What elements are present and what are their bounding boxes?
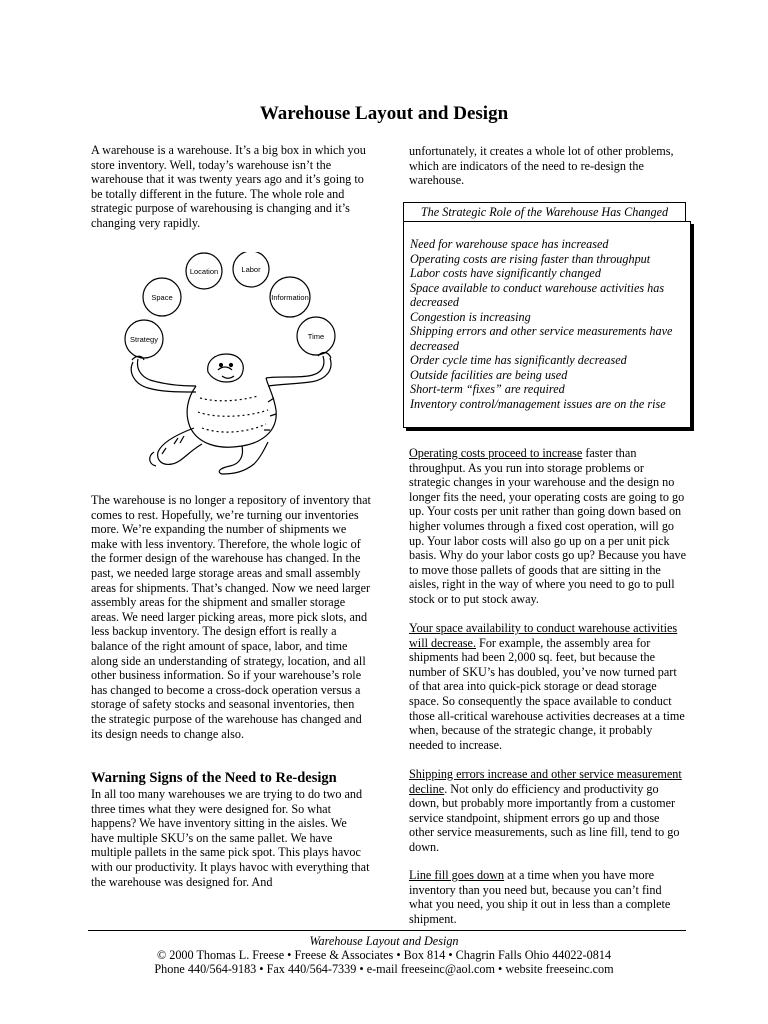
body-paragraph: The warehouse is no longer a repository of inventory that comes to rest. Hopefully, we’re turning our inventories more. We’re expanding the number of shipments we make with less inventory. Therefore, the whole logic of the former design of the warehouse has changed. In the past, we needed large storage areas and small assembly areas for shipments. That’s changed. Now we need larger assembly areas for the shipment and smaller storage areas. We need larger picking areas, more pick slots, and less backup inventory. The design effort is really a balance of the right amount of space, labor, and time along side an understanding of strategy, location, and all other business information. So if your warehouse’s role has changed to become a cross-dock operation versus a storage of safety stocks and seasonal inventories, then the strategic purpose of the warehouse has changed and its design needs to change also.: [91, 493, 371, 741]
warning-sign-item: Congestion is increasing: [410, 309, 531, 324]
footer-contact: Phone 440/564-9183 • Fax 440/564-7339 • e-mail freeseinc@aol.com • website freeseinc.com: [154, 962, 614, 976]
shipping-errors-paragraph: Shipping errors increase and other service measurement decline. Not only do efficiency and productivity go down, but probably more importantly from a customer service standpoint, shipment errors go up and those other service measurements, such as line fill, tend to go down.: [409, 767, 682, 854]
warning-heading: Warning Signs of the Need to Re-design: [91, 770, 337, 786]
strategy-label: Strategy: [130, 335, 158, 344]
time-label: Time: [307, 332, 325, 341]
warning-paragraph: In all too many warehouses we are trying to do two and three times what they were designed for. So what happens? We have inventory sitting in the aisles. We have multiple SKU’s on the same pallet. We have multiple pallets in the same pick spot. This plays havoc with our productivity. It plays havoc with everything that the warehouse was designed for. And: [91, 787, 370, 889]
warning-sign-item: Shipping errors and other service measurements have decreased: [410, 324, 673, 353]
warning-sign-item: Short-term “fixes” are required: [410, 382, 565, 396]
warning-sign-item: Space available to conduct warehouse activities has decreased: [410, 280, 665, 309]
line-fill-paragraph: Line fill goes down at a time when you have more inventory than you need but, because you can’t find what you need, you ship it out in less than a complete shipment.: [409, 868, 671, 926]
space-label: Space: [151, 293, 173, 302]
space-availability-paragraph: Your space availability to conduct warehouse activities will decrease. For example, the assembly area for shipments had been 2,000 sq. feet, but because the number of SKU’s has doubled, you’ve now turned part of that area into quick-pick storage or dead storage space. So consequently the space available to conduct those all-critical warehouse activities decreases at a time when, because of the strategic change, it probably needed to increase.: [409, 621, 685, 752]
warning-signs-box: [403, 221, 691, 428]
intro-paragraph: A warehouse is a warehouse. It’s a big box in which you store inventory. Well, today’s warehouse isn’t the warehouse that it was twenty years ago and it’s going to be totally different in the future. The whole role and strategic purpose of warehousing is changing and it’s changing very rapidly.: [91, 143, 366, 230]
warning-sign-item: Labor costs have significantly changed: [410, 266, 601, 280]
warning-sign-item: Need for warehouse space has increased: [410, 237, 609, 251]
strategic-role-box-title: The Strategic Role of the Warehouse Has Changed: [403, 202, 686, 222]
information-label: Information: [271, 293, 309, 302]
operating-costs-lead: Operating costs proceed to increase: [409, 446, 583, 460]
shipping-errors-lead: Shipping errors increase and other service measurement decline: [409, 767, 682, 796]
footer-copyright: © 2000 Thomas L. Freese • Freese & Associates • Box 814 • Chagrin Falls Ohio 44022-0814: [156, 948, 612, 962]
line-fill-lead: Line fill goes down: [409, 868, 505, 882]
warning-sign-item: Outside facilities are being used: [410, 367, 568, 382]
warning-sign-item: Operating costs are rising faster than throughput: [410, 251, 651, 266]
space-availability-lead: Your space availability to conduct warehouse activities will decrease.: [409, 621, 678, 650]
footer-title: Warehouse Layout and Design: [309, 934, 459, 948]
juggler-illustration: [118, 252, 348, 477]
warning-sign-item: Inventory control/management issues are on the rise: [410, 396, 666, 411]
warning-signs-list: [404, 222, 690, 411]
warning-sign-item: Order cycle time has significantly decreased: [410, 353, 627, 367]
footer-divider: [88, 930, 686, 931]
location-label: Location: [189, 267, 219, 276]
page-title: Warehouse Layout and Design: [259, 103, 509, 124]
continuation-paragraph: unfortunately, it creates a whole lot of other problems, which are indicators of the need to re-design the warehouse.: [409, 144, 674, 188]
labor-label: Labor: [241, 265, 261, 274]
operating-costs-paragraph: Operating costs proceed to increase faster than throughput. As you run into storage problems or strategic changes in your warehouse and the design no longer fits the need, your operating costs are going to go up. Your costs per unit rather than going down based on higher volumes through a fixed cost operation, will go up. Your labor costs will also go up on a per unit pick basis. Why do your labor costs go up? Because you have to move those pallets of goods that are sitting in the aisles, right in the way of where you need to go to pull stock or to put stock away.: [409, 446, 686, 606]
